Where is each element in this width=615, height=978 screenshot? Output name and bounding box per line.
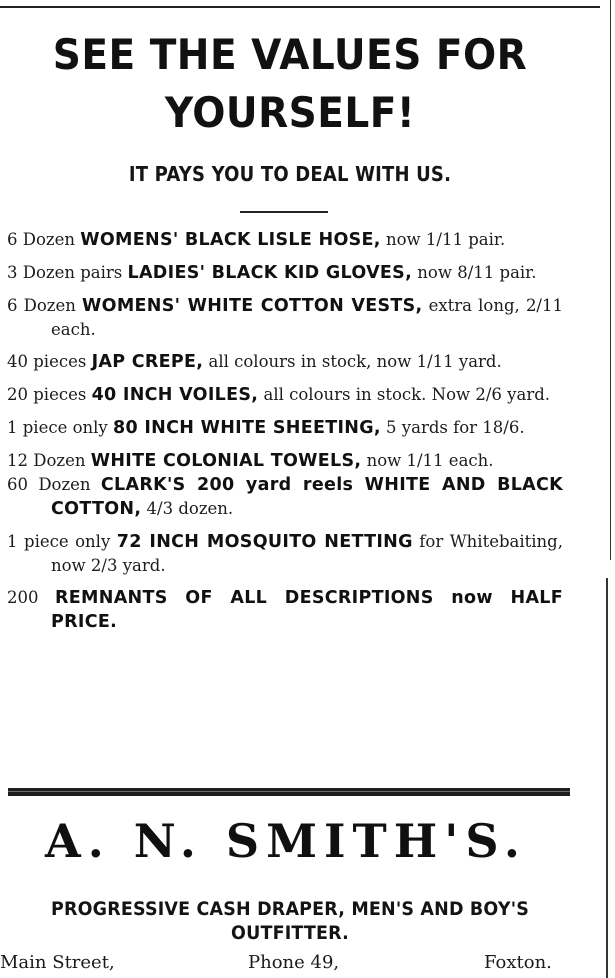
item-quantity: 20 pieces (7, 385, 92, 404)
footer-town: Foxton. (484, 952, 552, 973)
right-column-rule-lower (606, 578, 608, 978)
list-item (7, 449, 563, 473)
item-product: WOMENS' BLACK LISLE HOSE, (80, 230, 381, 250)
headline (20, 26, 559, 142)
list-item (7, 261, 563, 285)
item-price: now 1/11 each. (361, 451, 494, 470)
item-quantity: 12 Dozen (7, 451, 91, 470)
list-item (7, 294, 563, 341)
list-item (7, 586, 563, 634)
item-product: JAP CREPE, (91, 352, 204, 372)
item-quantity: 40 pieces (7, 352, 92, 371)
item-price: all colours in stock. Now 2/6 yard. (258, 385, 551, 404)
list-item (7, 228, 563, 252)
item-quantity: 1 piece only (7, 532, 117, 551)
item-quantity: 3 Dozen pairs (7, 263, 128, 282)
list-item (7, 530, 563, 577)
item-price: all colours in stock, now 1/11 yard. (203, 352, 502, 371)
price-list (7, 228, 563, 643)
tagline-line-2: OUTFITTER. (231, 922, 349, 944)
item-product: WHITE COLONIAL TOWELS, (90, 451, 362, 471)
item-product: REMNANTS OF ALL DESCRIPTIONS now HALF PRICE. (51, 588, 563, 632)
headline-line-2: YOURSELF! (164, 88, 416, 137)
store-tagline (23, 897, 557, 945)
item-product: 40 INCH VOILES, (91, 385, 259, 405)
item-price: 4/3 dozen. (141, 499, 234, 518)
item-product: LADIES' BLACK KID GLOVES, (127, 263, 413, 283)
item-price: now 1/11 pair. (380, 230, 506, 249)
item-quantity: 6 Dozen (7, 230, 81, 249)
right-column-rule-upper (610, 0, 611, 560)
subheadline: IT PAYS YOU TO DEAL WITH US. (128, 162, 452, 186)
headline-line-1: SEE THE VALUES FOR (52, 30, 528, 79)
item-price: 5 yards for 18/6. (380, 418, 525, 437)
footer-phone: Phone 49, (248, 952, 340, 973)
list-item (7, 350, 563, 374)
item-price: extra long, 2/11 each. (51, 296, 563, 339)
store-name: A. N. SMITH'S. (45, 814, 527, 868)
item-price: for Whitebaiting, now 2/3 yard. (51, 532, 563, 575)
footer-street: Main Street, (0, 952, 115, 973)
item-product: 80 INCH WHITE SHEETING, (113, 418, 381, 438)
item-price: now 8/11 pair. (412, 263, 537, 282)
list-item (7, 383, 563, 407)
item-quantity: 200 (7, 588, 55, 607)
list-item (7, 416, 563, 440)
item-quantity: 6 Dozen (7, 296, 83, 315)
item-quantity: 1 piece only (7, 418, 114, 437)
item-product: 72 INCH MOSQUITO NETTING (116, 532, 413, 552)
heavy-divider-rule (8, 788, 570, 796)
top-border-rule (0, 6, 600, 8)
item-product: CLARK'S 200 yard reels WHITE AND BLACK COTTON, (51, 475, 564, 519)
item-product: WOMENS' WHITE COTTON VESTS, (82, 296, 423, 316)
list-item (7, 473, 563, 521)
tagline-line-1: PROGRESSIVE CASH DRAPER, MEN'S AND BOY'S (50, 898, 530, 920)
section-divider (240, 211, 328, 213)
item-quantity: 60 Dozen (7, 475, 101, 494)
